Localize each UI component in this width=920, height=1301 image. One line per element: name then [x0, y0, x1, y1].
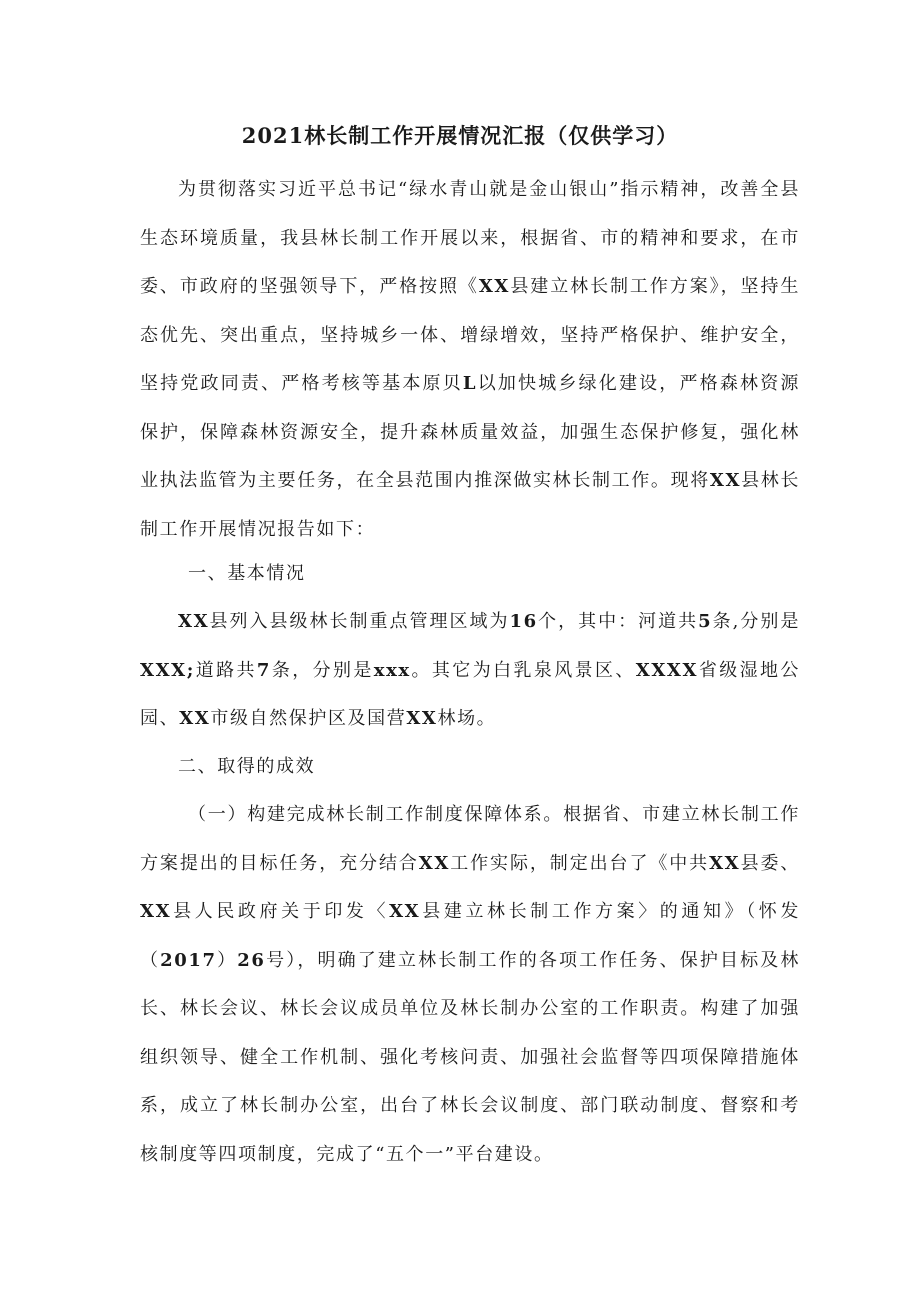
- s2-bold-5: 2017: [160, 949, 217, 971]
- intro-text-1: 为贯彻落实习近平总书记“绿水青山就是金山银山”指示精神，改善全县生态环境质量，我县林长制工作开展以来，根据省、市的精神和要求，在市委、市政府的坚强领导下，严格按照《: [140, 179, 800, 297]
- section-2-heading: 二、取得的成效: [178, 756, 316, 777]
- document-title: 2021林长制工作开展情况汇报（仅供学习）: [241, 123, 679, 148]
- s1-text-3: 条,分别是: [712, 611, 800, 632]
- intro-bold-1: XX: [478, 276, 510, 297]
- intro-paragraph: [140, 166, 800, 554]
- s1-bold-2: 16: [509, 611, 538, 632]
- s1-bold-6: xxx: [373, 659, 411, 681]
- s1-text-6: 。其它为白乳泉风景区、: [410, 659, 636, 681]
- s1-bold-4: XXX;: [140, 659, 195, 681]
- s1-bold-1: XX: [178, 611, 210, 632]
- s1-text-1: 县列入县级林长制重点管理区域为: [209, 611, 510, 632]
- s1-text-8: 市级自然保护区及国营: [210, 708, 407, 729]
- s1-bold-5: 7: [256, 659, 272, 681]
- s2-bold-3: XX: [140, 901, 172, 922]
- s2-text-5: 县建立林长制工作方案〉的通知》（怀发（: [140, 901, 800, 971]
- s2-bold-1: XX: [418, 852, 450, 874]
- s2-bold-6: 26: [237, 949, 266, 971]
- intro-bold-3: XX: [709, 470, 742, 491]
- s1-text-2: 个，其中：河道共: [537, 611, 699, 632]
- s1-text-5: 条，分别是: [271, 659, 374, 681]
- s2-text-6: ）: [216, 949, 238, 971]
- s1-bold-9: XX: [406, 708, 438, 729]
- section-1-paragraph: [140, 598, 800, 744]
- s2-bold-2: XX: [709, 852, 741, 874]
- s1-bold-8: XX: [179, 708, 211, 729]
- s1-bold-3: 5: [698, 611, 713, 632]
- section-2-paragraph: [140, 791, 800, 1179]
- intro-text-3: 以加快城乡绿化建设，严格森林资源保护，保障森林资源安全，提升森林质量效益，加强生态保护修复，强化林业执法监管为主要任务，在全县范围内推深做实林长制工作。现将: [140, 373, 800, 491]
- intro-text-4: 县林长制工作开展情况报告如下：: [140, 470, 800, 540]
- s2-text-1: （一）构建完成林长制工作制度保障体系。根据省、市建立林长制工作方案提出的目标任务，充分结合: [140, 804, 800, 874]
- s2-text-3: 县委、: [740, 852, 800, 874]
- s2-text-2: 工作实际，制定出台了《中共: [449, 852, 710, 874]
- s1-text-9: 林场。: [437, 708, 497, 729]
- intro-text-2: 县建立林长制工作方案》，坚持生态优先、突出重点，坚持城乡一体、增绿增效，坚持严格保护、维护安全，坚持党政同责、严格考核等基本原贝: [140, 276, 800, 394]
- s2-text-4: 县人民政府关于印发〈: [171, 901, 390, 922]
- s1-text-4: 道路共: [194, 659, 257, 681]
- intro-bold-2: L: [462, 373, 478, 394]
- s2-text-7: 号），明确了建立林长制工作的各项工作任务、保护目标及林长、林长会议、林长会议成员单位及林长制办公室的工作职责。构建了加强组织领导、健全工作机制、强化考核问责、加强社会监督等四项保障措施体系，成立了林长制办公室，出台了林长会议制度、部门联动制度、督察和考核制度等四项制度，完成了“五个一”平台建设。: [140, 949, 800, 1165]
- s2-bold-4: XX: [389, 901, 421, 922]
- s1-text-7: 省级湿地公园、: [140, 659, 800, 729]
- s1-bold-7: XXXX: [635, 659, 699, 681]
- section-1-heading: 一、基本情况: [188, 563, 306, 584]
